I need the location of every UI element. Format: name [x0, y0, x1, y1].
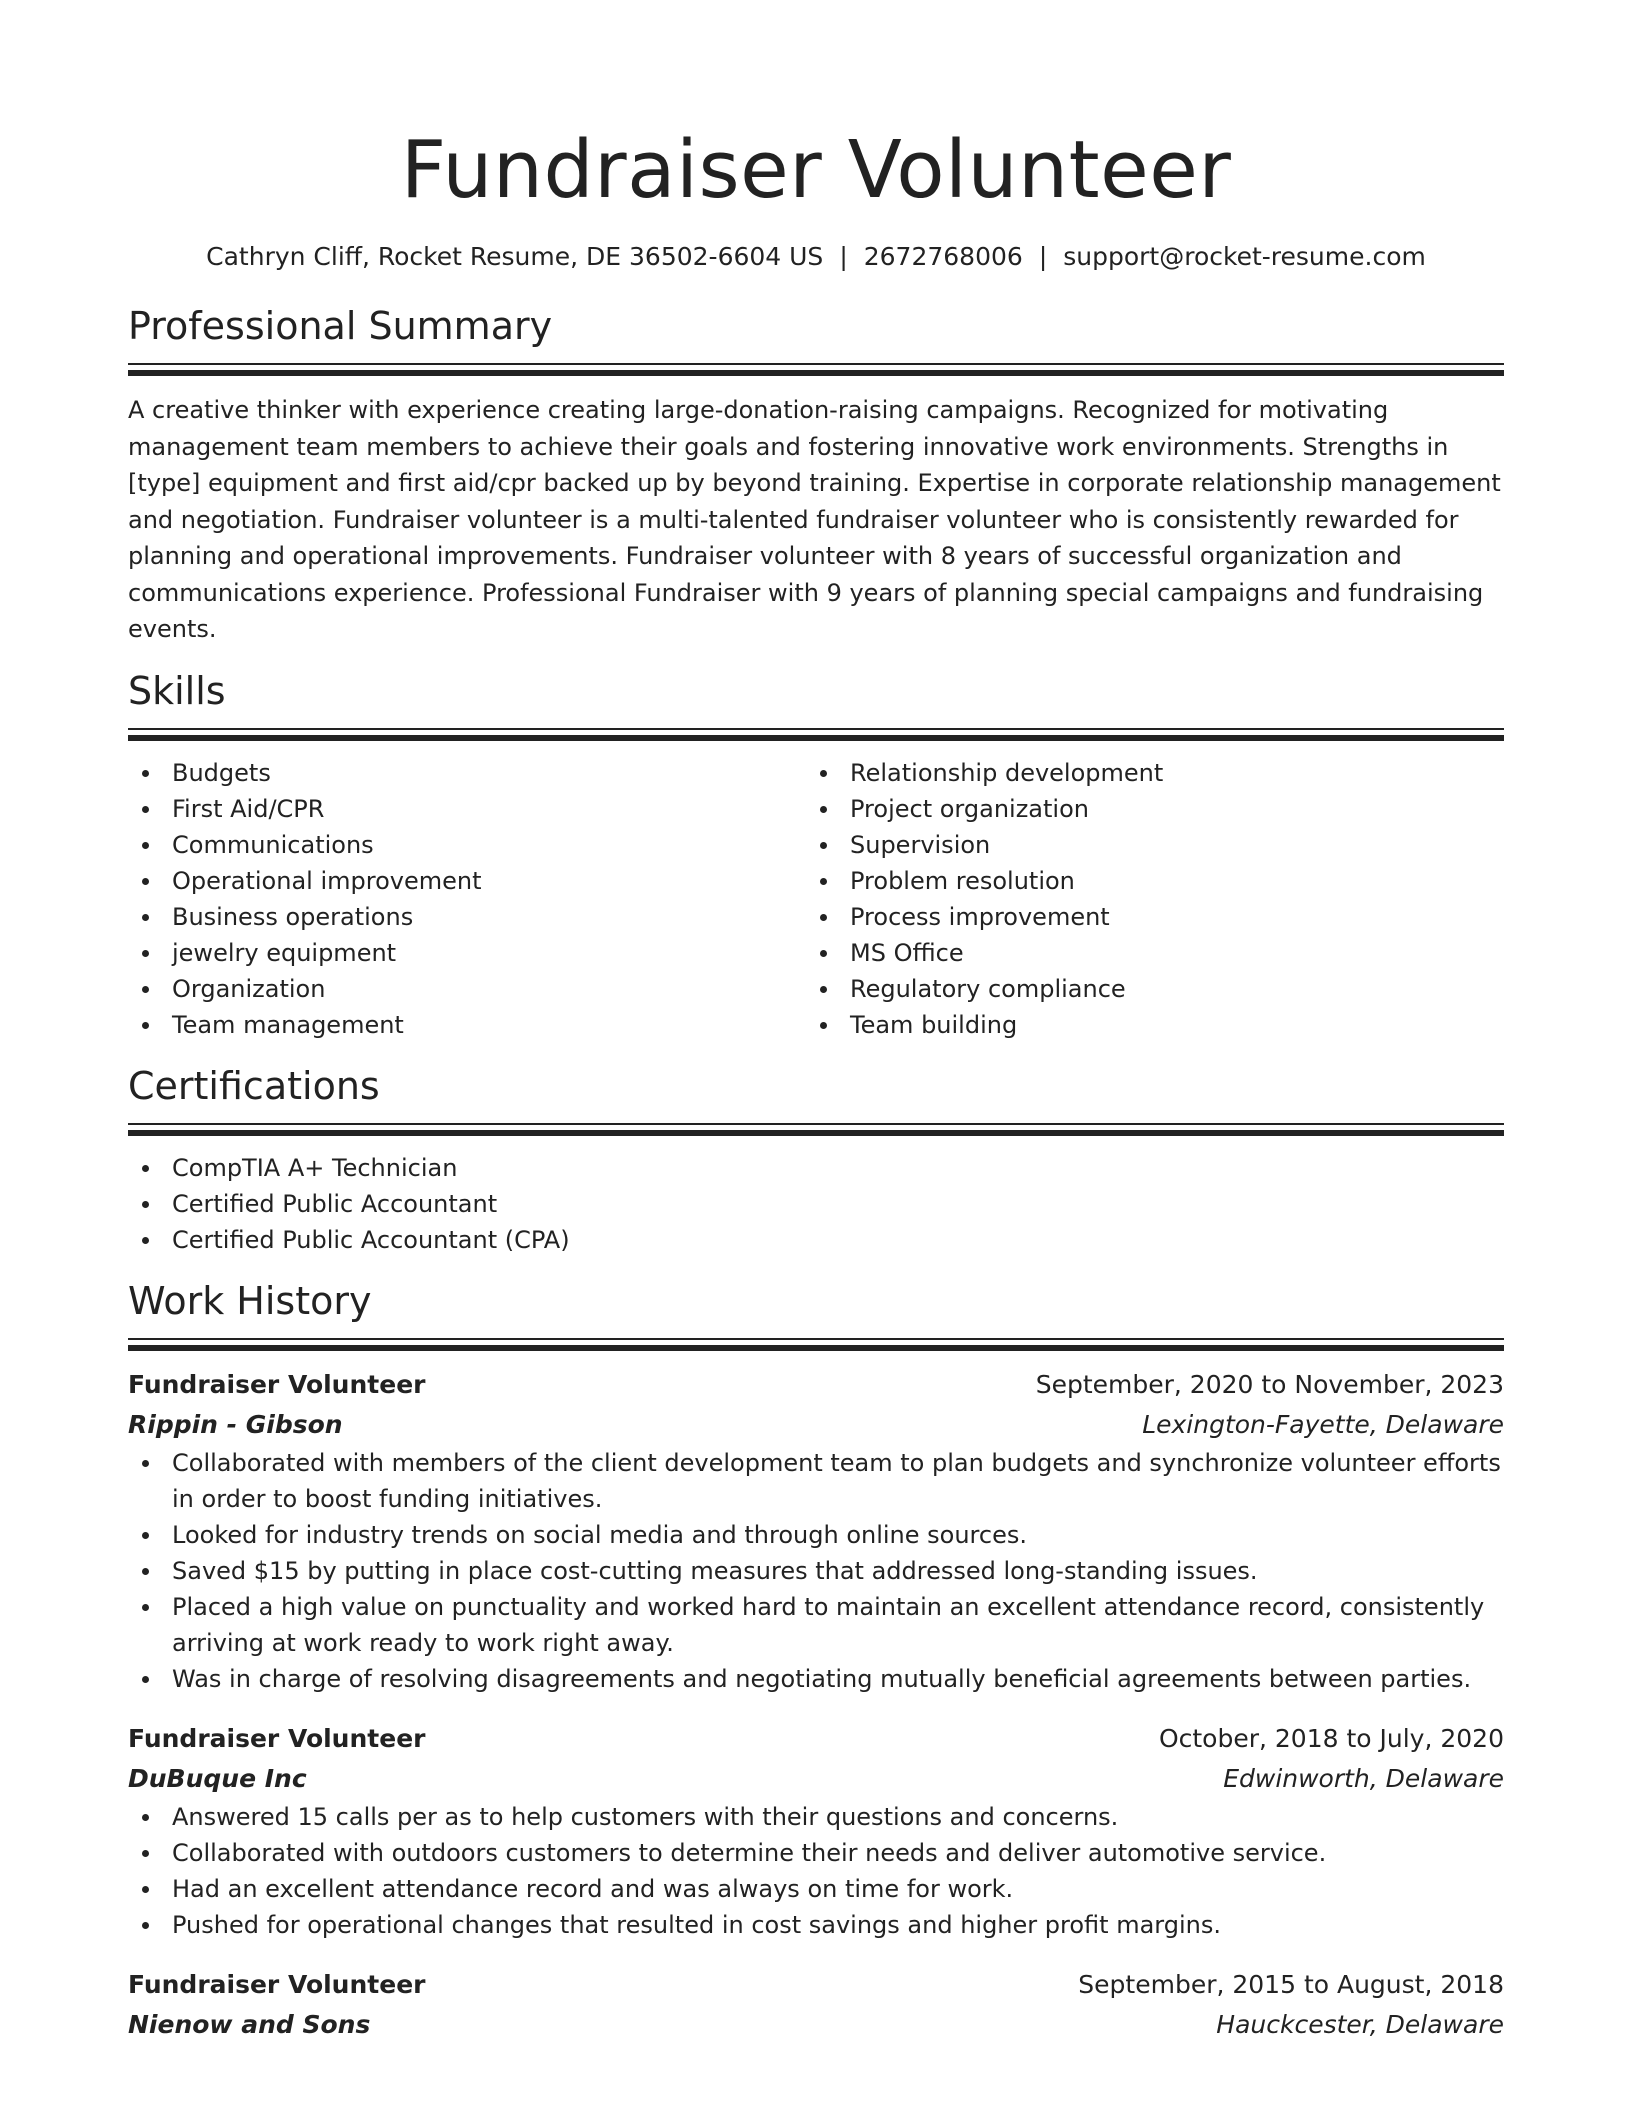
job-header: [128, 1365, 1504, 1405]
job-title: Fundraiser Volunteer: [128, 1969, 426, 1999]
bullet-icon: [142, 1676, 149, 1683]
skills-heading: Skills: [128, 668, 226, 713]
job-entry: [128, 1365, 1504, 1697]
certification-item: Certified Public Accountant: [128, 1186, 1504, 1222]
job-header: [128, 1719, 1504, 1759]
job-entry: [128, 1719, 1504, 1943]
skill-item: MS Office: [806, 935, 1484, 971]
certifications-section: [128, 1061, 1504, 1258]
job-subheader: [128, 1759, 1504, 1799]
bullet-icon: [142, 1604, 149, 1611]
job-dates: September, 2015 to August, 2018: [1078, 1969, 1504, 1999]
bullet-icon: [820, 914, 827, 921]
job-bullets: [128, 1799, 1504, 1943]
resume-page: [128, 0, 1504, 2045]
job-dates: September, 2020 to November, 2023: [1035, 1369, 1504, 1399]
job-bullet: Saved $15 by putting in place cost-cutting measures that addressed long-standing issues.: [128, 1553, 1504, 1589]
bullet-icon: [142, 806, 149, 813]
job-company: DuBuque Inc: [128, 1763, 307, 1793]
section-divider: [128, 1123, 1504, 1125]
skill-item: Relationship development: [806, 755, 1484, 791]
skills-grid: [128, 755, 1504, 1043]
contact-email[interactable]: support@rocket-resume.com: [1063, 242, 1426, 271]
bullet-icon: [142, 770, 149, 777]
bullet-icon: [142, 1165, 149, 1172]
job-header: [128, 1965, 1504, 2005]
bullet-icon: [142, 878, 149, 885]
bullet-icon: [820, 842, 827, 849]
job-bullet: Pushed for operational changes that resulted in cost savings and higher profit margins.: [128, 1907, 1504, 1943]
skill-item: Team building: [806, 1007, 1484, 1043]
job-title: Fundraiser Volunteer: [128, 1723, 426, 1753]
bullet-icon: [820, 986, 827, 993]
job-bullet: Had an excellent attendance record and was always on time for work.: [128, 1871, 1504, 1907]
job-bullet: Collaborated with outdoors customers to determine their needs and deliver automotive service.: [128, 1835, 1504, 1871]
job-bullets: [128, 1445, 1504, 1697]
bullet-icon: [142, 1886, 149, 1893]
skill-item: Problem resolution: [806, 863, 1484, 899]
bullet-icon: [142, 986, 149, 993]
bullet-icon: [820, 770, 827, 777]
bullet-icon: [142, 1850, 149, 1857]
job-bullet: Collaborated with members of the client development team to plan budgets and synchronize volunteer efforts in order to boost funding initiatives.: [128, 1445, 1504, 1517]
bullet-icon: [142, 1022, 149, 1029]
job-subheader: [128, 2005, 1504, 2045]
bullet-icon: [142, 914, 149, 921]
bullet-icon: [142, 1237, 149, 1244]
work-history-section: [128, 1276, 1504, 2045]
bullet-icon: [820, 1022, 827, 1029]
certifications-list: [128, 1150, 1504, 1258]
contact-separator: |: [1038, 242, 1048, 271]
bullet-icon: [142, 1201, 149, 1208]
skills-list-right: [806, 755, 1484, 1043]
job-subheader: [128, 1405, 1504, 1445]
section-divider-thick: [128, 370, 1504, 376]
summary-section: [128, 301, 1504, 648]
summary-text: A creative thinker with experience creating large-donation-raising campaigns. Recognized for motivating management team members to achieve their goals and fostering innovative work environments. Strengths in [type] equipment and first aid/cpr backed up by beyond training. Expertise in corporate relationship management and negotiation. Fundraiser volunteer is a multi-talented fundraiser volunteer who is consistently rewarded for planning and operational improvements. Fundraiser volunteer with 8 years of successful organization and communications experience. Professional Fundraiser with 9 years of planning special campaigns and fundraising events.: [128, 396, 1501, 643]
skill-item: Communications: [128, 827, 806, 863]
skill-item: jewelry equipment: [128, 935, 806, 971]
bullet-icon: [142, 842, 149, 849]
section-divider-thick: [128, 735, 1504, 741]
job-bullet: Was in charge of resolving disagreements and negotiating mutually beneficial agreements between parties.: [128, 1661, 1504, 1697]
contact-line: [128, 240, 1504, 274]
skills-list-left: [128, 755, 806, 1043]
bullet-icon: [142, 1814, 149, 1821]
job-location: Lexington-Fayette, Delaware: [1142, 1409, 1504, 1439]
section-divider: [128, 1338, 1504, 1340]
bullet-icon: [820, 878, 827, 885]
section-divider: [128, 363, 1504, 365]
certification-item: CompTIA A+ Technician: [128, 1150, 1504, 1186]
job-dates: October, 2018 to July, 2020: [1158, 1723, 1504, 1753]
job-entry: [128, 1965, 1504, 2045]
certification-item: Certified Public Accountant (CPA): [128, 1222, 1504, 1258]
skill-item: First Aid/CPR: [128, 791, 806, 827]
job-location: Hauckcester, Delaware: [1216, 2009, 1504, 2039]
bullet-icon: [142, 1460, 149, 1467]
section-divider-thick: [128, 1345, 1504, 1351]
job-company: Nienow and Sons: [128, 2009, 371, 2039]
skill-item: Regulatory compliance: [806, 971, 1484, 1007]
job-bullet: Looked for industry trends on social media and through online sources.: [128, 1517, 1504, 1553]
resume-name: Fundraiser Volunteer: [400, 124, 1232, 216]
contact-separator: |: [839, 242, 848, 271]
skill-item: Business operations: [128, 899, 806, 935]
section-divider-thick: [128, 1130, 1504, 1136]
bullet-icon: [142, 950, 149, 957]
skill-item: Operational improvement: [128, 863, 806, 899]
bullet-icon: [820, 806, 827, 813]
skill-item: Supervision: [806, 827, 1484, 863]
skills-section: [128, 666, 1504, 1043]
skill-item: Budgets: [128, 755, 806, 791]
certifications-heading: Certifications: [128, 1063, 380, 1108]
skill-item: Project organization: [806, 791, 1484, 827]
job-company: Rippin - Gibson: [128, 1409, 343, 1439]
job-bullet: Placed a high value on punctuality and worked hard to maintain an excellent attendance record, consistently arriving at work ready to work right away.: [128, 1589, 1504, 1661]
skill-item: Organization: [128, 971, 806, 1007]
job-title: Fundraiser Volunteer: [128, 1369, 426, 1399]
work-history-heading: Work History: [128, 1278, 372, 1323]
job-location: Edwinworth, Delaware: [1223, 1763, 1504, 1793]
contact-address: Cathryn Cliff, Rocket Resume, DE 36502-6604 US: [206, 242, 824, 271]
job-bullet: Answered 15 calls per as to help customers with their questions and concerns.: [128, 1799, 1504, 1835]
section-divider: [128, 728, 1504, 730]
bullet-icon: [820, 950, 827, 957]
bullet-icon: [142, 1568, 149, 1575]
bullet-icon: [142, 1532, 149, 1539]
summary-heading: Professional Summary: [128, 304, 553, 348]
contact-phone: 2672768006: [863, 242, 1023, 271]
skill-item: Process improvement: [806, 899, 1484, 935]
skill-item: Team management: [128, 1007, 806, 1043]
bullet-icon: [142, 1922, 149, 1929]
